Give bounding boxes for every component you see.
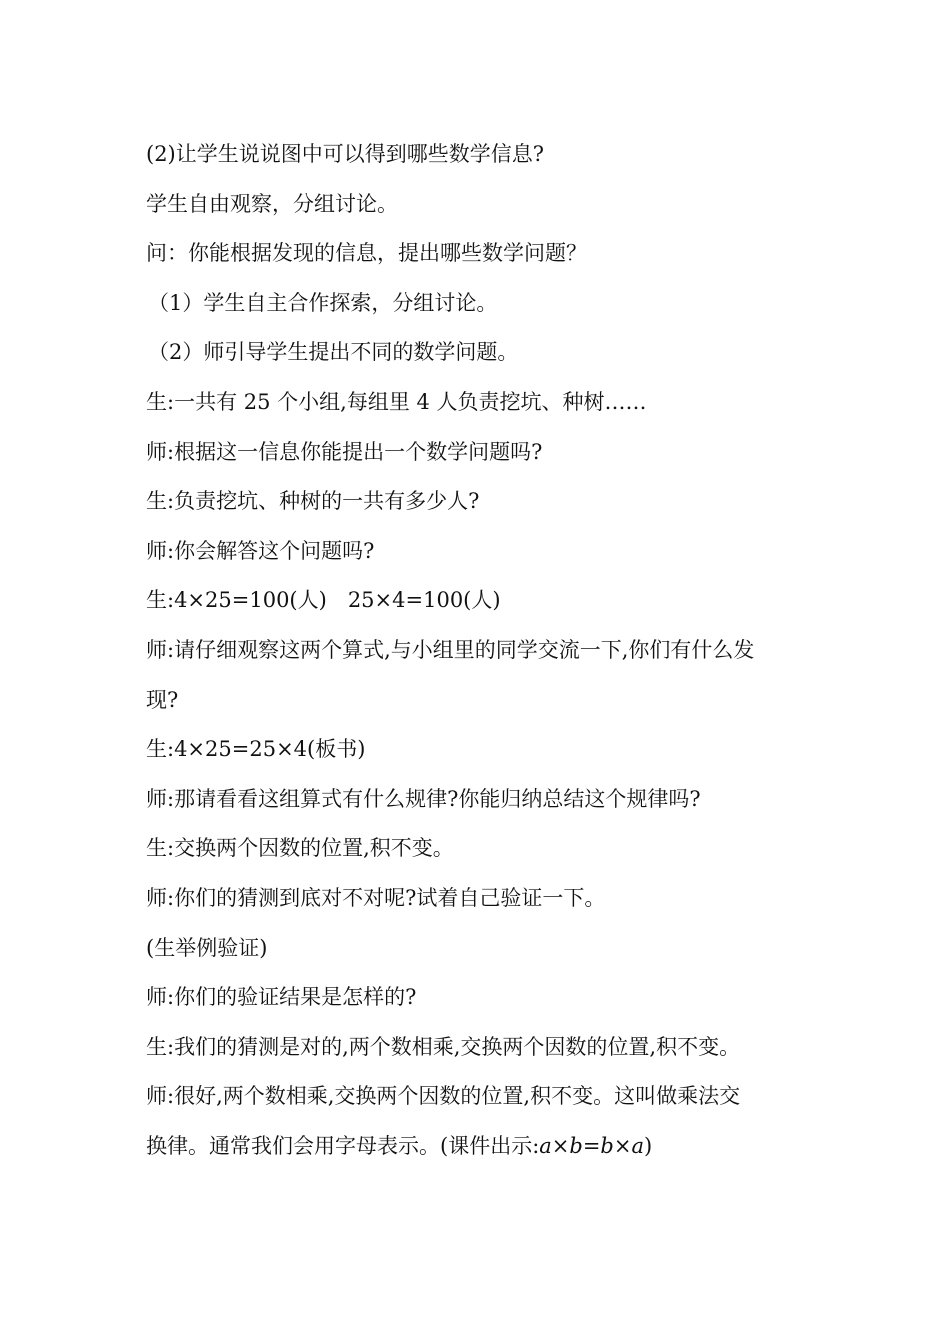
dialogue-line-with-formula bbox=[146, 1122, 826, 1172]
paragraph-line: （1）学生自主合作探索，分组讨论。 bbox=[148, 290, 498, 315]
dialogue-line: 生:负责挖坑、种树的一共有多少人? bbox=[146, 489, 480, 514]
lesson-transcript bbox=[146, 130, 826, 1171]
dialogue-line: 现? bbox=[146, 687, 179, 712]
dialogue-line: 师:你们的猜测到底对不对呢?试着自己验证一下。 bbox=[146, 885, 606, 910]
paragraph-line: （2）师引导学生提出不同的数学问题。 bbox=[148, 340, 519, 365]
dialogue-line: 生:一共有 25 个小组,每组里 4 人负责挖坑、种树…… bbox=[146, 389, 647, 414]
dialogue-line: 生:交换两个因数的位置,积不变。 bbox=[146, 836, 454, 861]
line-prefix: 换律。通常我们会用字母表示。(课件出示: bbox=[146, 1133, 540, 1158]
dialogue-line: 生:我们的猜测是对的,两个数相乘,交换两个因数的位置,积不变。 bbox=[146, 1034, 741, 1059]
dialogue-line: 师:很好,两个数相乘,交换两个因数的位置,积不变。这叫做乘法交 bbox=[146, 1084, 741, 1109]
paragraph-line: (2)让学生说说图中可以得到哪些数学信息? bbox=[146, 142, 545, 166]
dialogue-line: 师:你会解答这个问题吗? bbox=[146, 538, 375, 563]
dialogue-line: 生:4×25=100(人) 25×4=100(人) bbox=[146, 588, 501, 613]
line-suffix: ) bbox=[644, 1133, 653, 1158]
paragraph-line: 学生自由观察，分组讨论。 bbox=[146, 191, 398, 216]
paragraph-line: 问：你能根据发现的信息，提出哪些数学问题？ bbox=[146, 241, 587, 266]
dialogue-line: 师:你们的验证结果是怎样的? bbox=[146, 985, 417, 1010]
formula: a×b=b×a bbox=[539, 1133, 644, 1158]
dialogue-line: 师:那请看看这组算式有什么规律?你能归纳总结这个规律吗? bbox=[146, 786, 701, 811]
dialogue-line: (生举例验证) bbox=[146, 935, 268, 960]
dialogue-line: 师:根据这一信息你能提出一个数学问题吗? bbox=[146, 439, 543, 464]
dialogue-line: 生:4×25=25×4(板书) bbox=[146, 737, 366, 762]
dialogue-line: 师:请仔细观察这两个算式,与小组里的同学交流一下,你们有什么发 bbox=[146, 637, 755, 662]
